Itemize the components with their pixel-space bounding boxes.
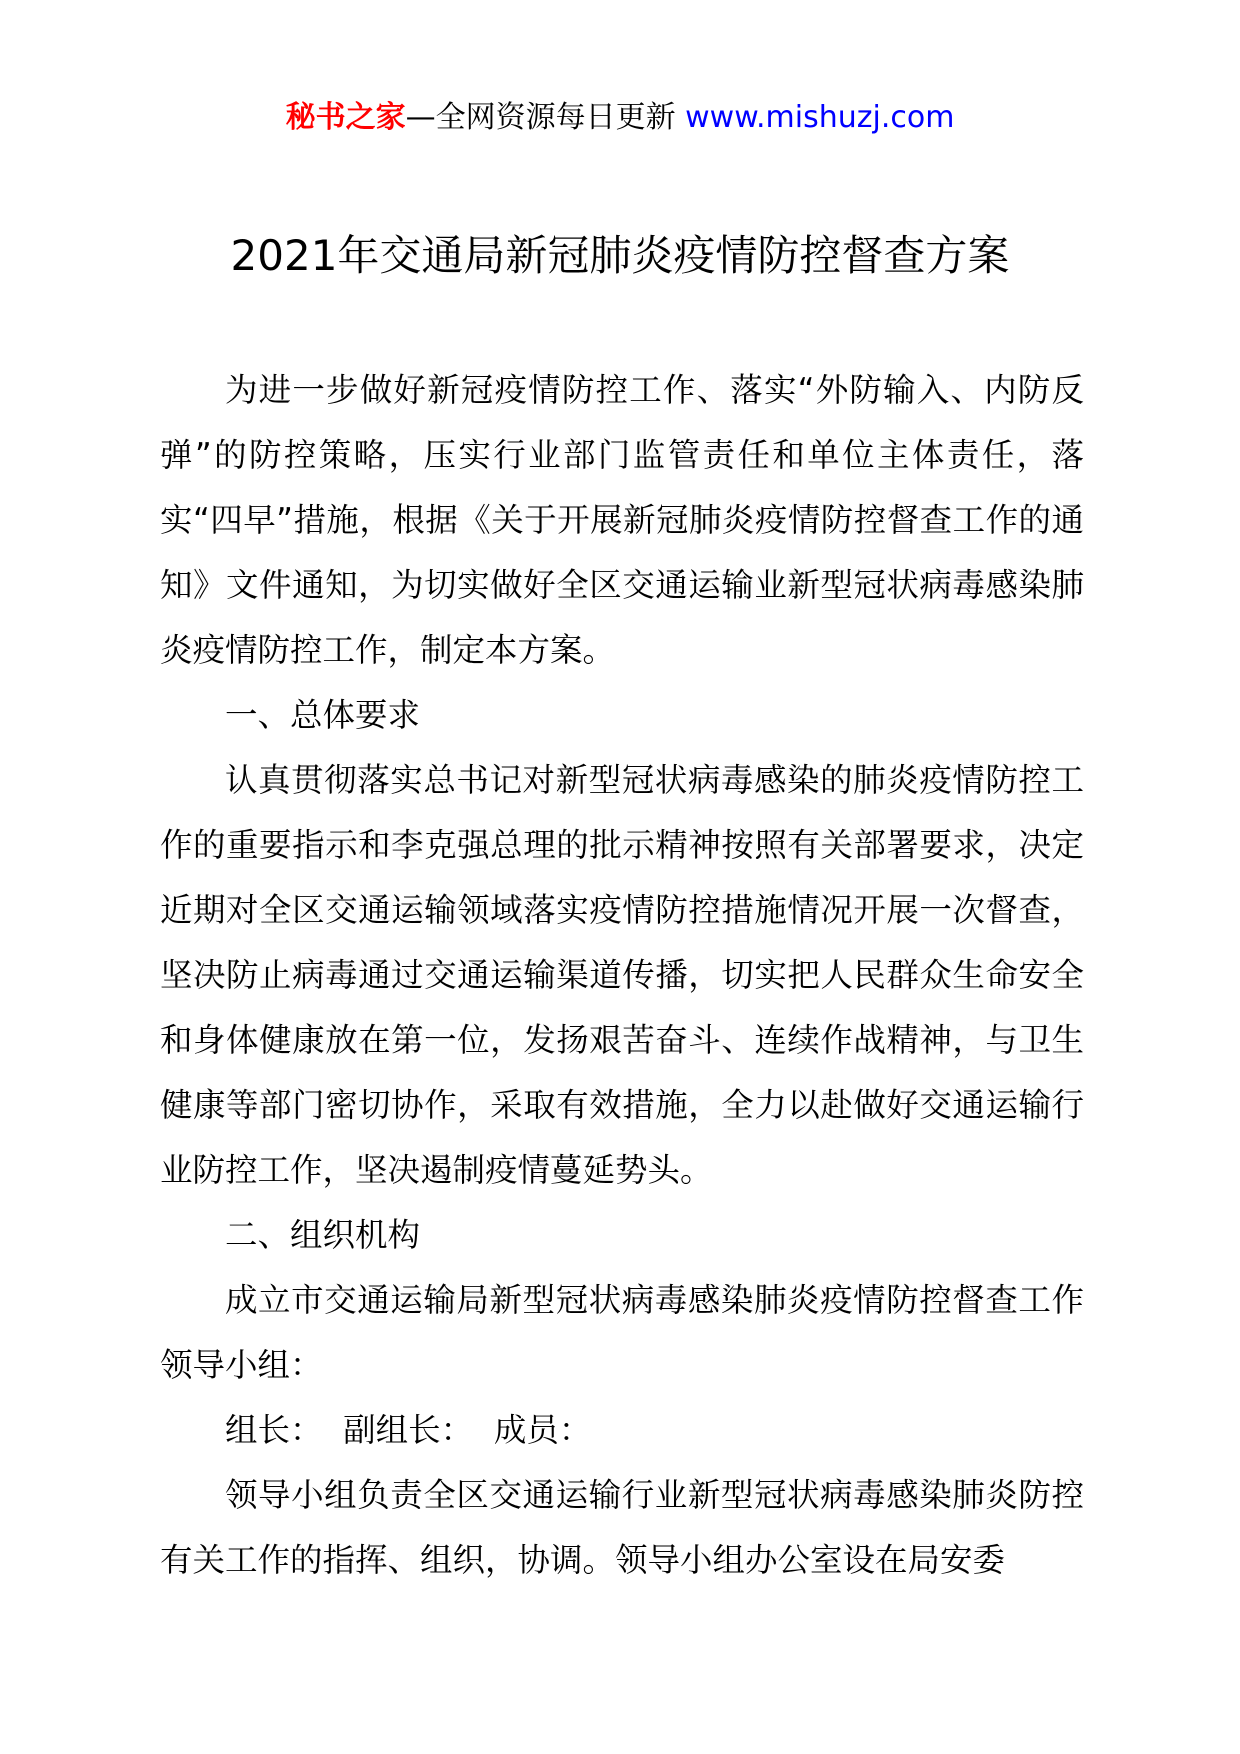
leader-roles-line: 组长： 副组长： 成员：	[225, 1411, 592, 1449]
leading-group-paragraph: 领导小组负责全区交通运输行业新型冠状病毒感染肺炎防控有关工作的指挥、组织，协调。领导小组办公室设在局安委	[160, 1476, 1084, 1579]
site-brand: 秘书之家	[285, 100, 406, 135]
site-tagline: —全网资源每日更新	[405, 100, 676, 135]
intro-paragraph: 为进一步做好新冠疫情防控工作、落实“外防输入、内防反弹”的防控策略，压实行业部门监管责任和单位主体责任，落实“四早”措施，根据《关于开展新冠肺炎疫情防控督查工作的通知》文件通知，为切实做好全区交通运输业新型冠状病毒感染肺炎疫情防控工作，制定本方案。	[160, 371, 1084, 669]
general-requirements-paragraph: 认真贯彻落实总书记对新型冠状病毒感染的肺炎疫情防控工作的重要指示和李克强总理的批示精神按照有关部署要求，决定近期对全区交通运输领域落实疫情防控措施情况开展一次督查，坚决防止病毒通过交通运输渠道传播，切实把人民群众生命安全和身体健康放在第一位，发扬艰苦奋斗、连续作战精神，与卫生健康等部门密切协作，采取有效措施，全力以赴做好交通运输行业防控工作，坚决遏制疫情蔓延势头。	[160, 761, 1084, 1189]
document-body	[160, 358, 1084, 1593]
section-heading-organization: 二、组织机构	[225, 1216, 421, 1254]
site-url-link[interactable]: www.mishuzj.com	[685, 100, 955, 135]
document-title: 2021年交通局新冠肺炎疫情防控督查方案	[230, 231, 1010, 280]
organization-paragraph: 成立市交通运输局新型冠状病毒感染肺炎疫情防控督查工作领导小组：	[160, 1281, 1084, 1384]
section-heading-general-requirements: 一、总体要求	[225, 696, 421, 734]
site-header	[0, 98, 1240, 138]
